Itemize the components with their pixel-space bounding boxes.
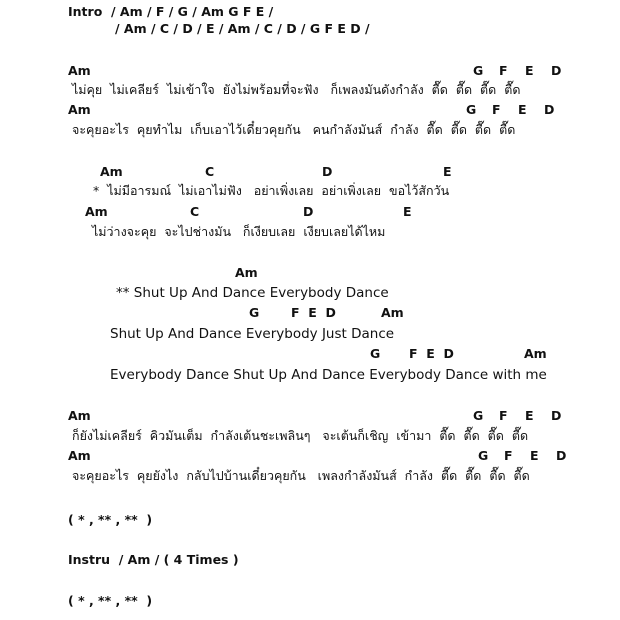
chord-am: Am — [235, 265, 258, 280]
chord-f: F — [492, 102, 501, 117]
verse2-lyric-1: ก็ยังไม่เคลียร์ คิวมันเต็ม กำลังเต้นชะเพลินๆ จะเต้นก็เชิญ เข้ามา ตื๊ด ตื๊ด ตื๊ด ตื๊ด — [72, 428, 529, 443]
chord-e: E — [518, 102, 527, 117]
chord-e: E — [525, 408, 534, 423]
chord-fed: F E D — [291, 305, 336, 320]
chord-am: Am — [68, 63, 91, 78]
chorus-lyric-3: Everybody Dance Shut Up And Dance Everybody Dance with me — [110, 367, 547, 383]
chord-g: G — [473, 63, 484, 78]
chord-g: G — [249, 305, 260, 320]
instrumental-line: Instru / Am / ( 4 Times ) — [68, 552, 239, 567]
chord-f: F — [499, 408, 508, 423]
chord-e: E — [403, 204, 412, 219]
chord-g: G — [370, 346, 381, 361]
chord-d: D — [544, 102, 555, 117]
chord-c: C — [205, 164, 215, 179]
chord-g: G — [466, 102, 477, 117]
chord-am: Am — [68, 102, 91, 117]
chord-d: D — [322, 164, 333, 179]
pre-chorus-lyric-1: * ไม่มีอารมณ์ ไม่เอาไม่ฟัง อย่าเพิ่งเลย อย่าเพิ่งเลย ขอไว้สักวัน — [93, 183, 450, 198]
chord-g: G — [478, 448, 489, 463]
chord-f: F — [499, 63, 508, 78]
chord-am: Am — [85, 204, 108, 219]
chord-am: Am — [68, 408, 91, 423]
chord-d: D — [303, 204, 314, 219]
chord-fed: F E D — [409, 346, 454, 361]
chord-e: E — [530, 448, 539, 463]
chorus-lyric-1: ** Shut Up And Dance Everybody Dance — [116, 285, 389, 301]
chord-am: Am — [524, 346, 547, 361]
chord-e: E — [443, 164, 452, 179]
verse1-lyric-1: ไม่คุย ไม่เคลียร์ ไม่เข้าใจ ยังไม่พร้อมที่จะฟัง ก็เพลงมันดังกำลัง ตื๊ด ตื๊ด ตื๊ด ตื๊ด — [72, 82, 521, 97]
chord-d: D — [551, 63, 562, 78]
chord-f: F — [504, 448, 513, 463]
repeat-marker-2: ( * , ** , ** ) — [68, 593, 153, 608]
chord-d: D — [551, 408, 562, 423]
chord-d: D — [556, 448, 567, 463]
pre-chorus-lyric-2: ไม่ว่างจะคุย จะไปช่างมัน ก็เงียบเลย เงียบเลยได้ไหม — [92, 224, 386, 239]
chord-am: Am — [381, 305, 404, 320]
verse1-lyric-2: จะคุยอะไร คุยทำไม เก็บเอาไว้เดี๋ยวคุยกัน คนกำลังมันส์ กำลัง ตื๊ด ตื๊ด ตื๊ด ตื๊ด — [72, 122, 516, 137]
chord-am: Am — [68, 448, 91, 463]
verse2-lyric-2: จะคุยอะไร คุยยังไง กลับไปบ้านเดี๋ยวคุยกัน เพลงกำลังมันส์ กำลัง ตื๊ด ตื๊ด ตื๊ด ตื๊ด — [72, 468, 530, 483]
chord-c: C — [190, 204, 200, 219]
chord-g: G — [473, 408, 484, 423]
chord-am: Am — [100, 164, 123, 179]
intro-line-1: Intro / Am / F / G / Am G F E / — [68, 4, 274, 19]
repeat-marker-1: ( * , ** , ** ) — [68, 512, 153, 527]
intro-line-2: / Am / C / D / E / Am / C / D / G F E D / — [115, 21, 370, 36]
chorus-lyric-2: Shut Up And Dance Everybody Just Dance — [110, 326, 395, 342]
chord-e: E — [525, 63, 534, 78]
